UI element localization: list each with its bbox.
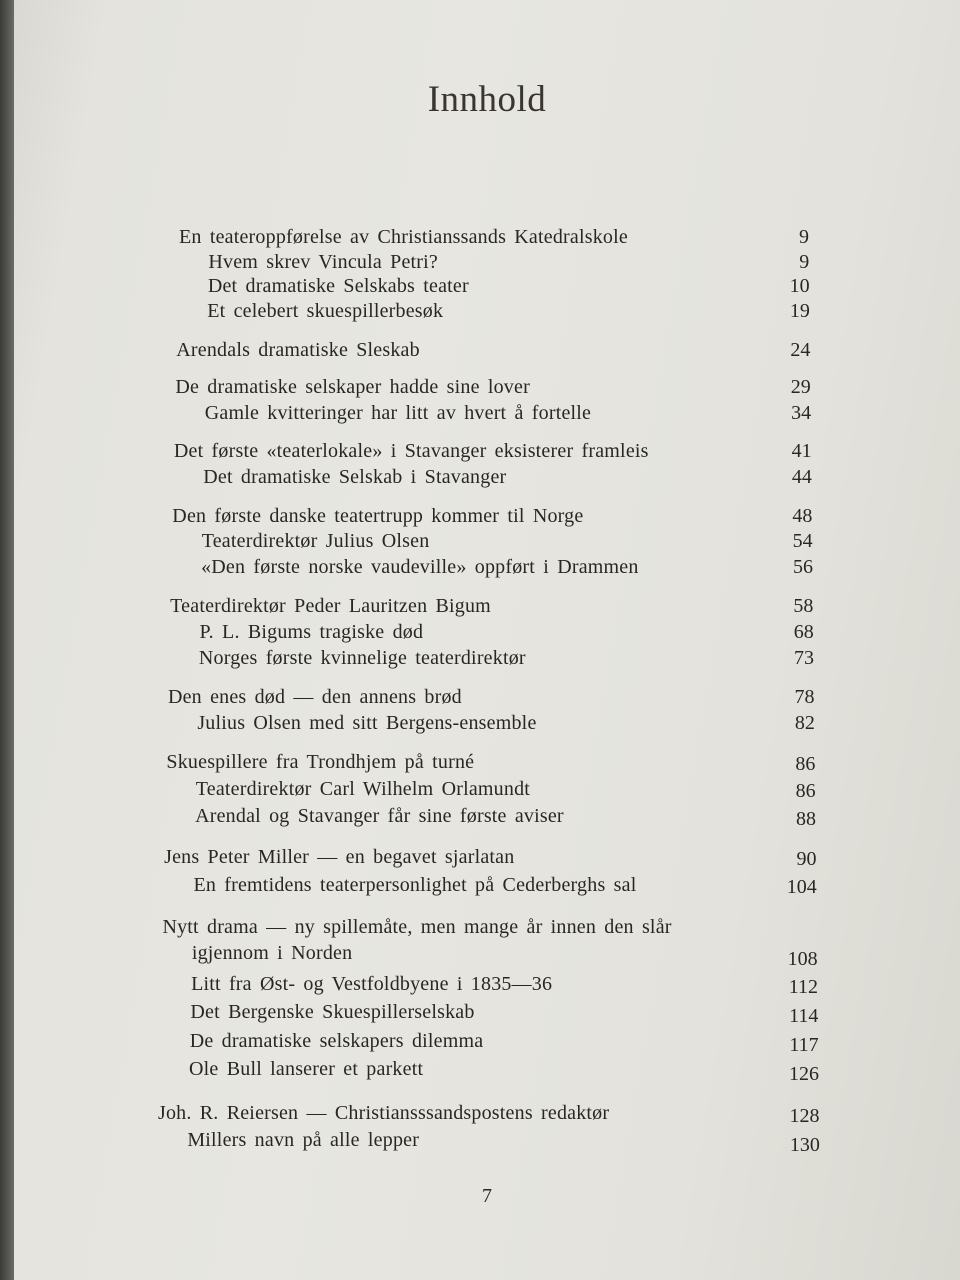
toc-entry-title: De dramatiske selskaper hadde sine lover bbox=[175, 376, 530, 398]
toc-entry-title: Det Bergenske Skuespillerselskab bbox=[190, 1001, 475, 1023]
toc-subentry bbox=[14, 647, 960, 671]
toc-subentry bbox=[14, 1129, 960, 1156]
toc-subentry bbox=[14, 251, 960, 275]
toc-page-number: 68 bbox=[793, 621, 814, 643]
toc-page-number: 78 bbox=[794, 686, 815, 708]
toc-entry-title: Den første danske teatertrupp kommer til Norge bbox=[172, 505, 584, 527]
toc-page-number: 86 bbox=[795, 753, 816, 775]
toc-entry-title: Et celebert skuespillerbesøk bbox=[207, 300, 444, 322]
toc-entry-title: Det første «teaterlokale» i Stavanger eksisterer framleis bbox=[173, 440, 649, 462]
toc-entry-title: Jens Peter Miller — en begavet sjarlatan bbox=[164, 846, 515, 868]
toc-subentry bbox=[14, 621, 960, 645]
page-number: 7 bbox=[482, 1185, 492, 1207]
toc-page-number: 9 bbox=[799, 251, 810, 273]
toc-page-number: 128 bbox=[789, 1105, 820, 1127]
toc-entry-title: Millers navn på alle lepper bbox=[187, 1129, 420, 1151]
toc-subentry bbox=[14, 973, 960, 997]
toc-page-number: 54 bbox=[792, 530, 813, 552]
page-title: Innhold bbox=[427, 79, 547, 120]
toc-entry-title: En teateroppførelse av Christianssands Katedralskole bbox=[179, 226, 628, 248]
toc-entry-title: Litt fra Øst- og Vestfoldbyene i 1835—36 bbox=[191, 973, 553, 995]
toc-page-number: 108 bbox=[787, 948, 818, 970]
toc-subentry bbox=[14, 556, 960, 580]
toc-subentry bbox=[14, 1001, 960, 1025]
toc-entry-title: Gamle kvitteringer har litt av hvert å fortelle bbox=[204, 402, 592, 424]
toc-entry-title: Det dramatiske Selskabs teater bbox=[207, 275, 469, 297]
book-gutter-shadow bbox=[0, 0, 14, 1280]
toc-subentry bbox=[14, 530, 960, 554]
toc-entry-title: De dramatiske selskapers dilemma bbox=[189, 1030, 484, 1052]
toc-entry bbox=[14, 339, 960, 363]
toc-entry bbox=[14, 751, 960, 775]
toc-page-number: 88 bbox=[795, 808, 816, 830]
toc-page-number: 82 bbox=[794, 712, 815, 734]
toc-subentry bbox=[14, 402, 960, 426]
toc-entry bbox=[14, 505, 960, 529]
toc-subentry bbox=[14, 466, 960, 490]
toc-page-number: 117 bbox=[789, 1034, 819, 1056]
toc-page-number: 130 bbox=[789, 1134, 820, 1156]
toc-entry bbox=[14, 1102, 960, 1126]
book-page bbox=[14, 0, 960, 1280]
toc-page-number: 73 bbox=[794, 647, 815, 669]
toc-subentry bbox=[14, 1058, 960, 1085]
toc-subentry bbox=[14, 275, 960, 299]
toc-page-number: 90 bbox=[796, 848, 817, 870]
toc-page-number: 9 bbox=[799, 226, 809, 248]
toc-entry-title: Teaterdirektør Julius Olsen bbox=[201, 530, 430, 552]
toc-subentry bbox=[14, 874, 960, 898]
toc-page-number: 126 bbox=[789, 1063, 820, 1085]
toc-entry-title: Nytt drama — ny spillemåte, men mange år innen den slår bbox=[162, 916, 672, 938]
toc-entry-title: Arendal og Stavanger får sine første aviser bbox=[195, 805, 564, 827]
toc-subentry bbox=[14, 300, 960, 324]
toc-entry bbox=[14, 686, 960, 710]
toc-entry-title: Ole Bull lanserer et parkett bbox=[189, 1058, 424, 1080]
toc-entry-title: Den enes død — den annens brød bbox=[167, 686, 462, 708]
toc-entry-title: Norges første kvinnelige teaterdirektør bbox=[198, 647, 526, 669]
toc-entry bbox=[14, 376, 960, 400]
toc-page-number: 48 bbox=[792, 505, 813, 527]
toc-entry-title: En fremtidens teaterpersonlighet på Cederberghs sal bbox=[193, 874, 637, 896]
toc-entry-title: Joh. R. Reiersen — Christiansssandspostens redaktør bbox=[157, 1102, 610, 1124]
toc-entry-title: «Den første norske vaudeville» oppført i Drammen bbox=[201, 556, 639, 578]
toc-page-number: 41 bbox=[791, 440, 812, 462]
toc-subentry bbox=[14, 1030, 960, 1054]
toc-subentry bbox=[14, 778, 960, 802]
toc-page-number: 86 bbox=[795, 780, 816, 802]
toc-entry-title: Teaterdirektør Carl Wilhelm Orlamundt bbox=[195, 778, 531, 800]
toc-page-number: 114 bbox=[789, 1005, 819, 1027]
toc-page-number: 29 bbox=[790, 376, 811, 398]
toc-page-number: 34 bbox=[791, 402, 812, 424]
toc-page-number: 112 bbox=[788, 976, 818, 998]
toc-subentry bbox=[14, 712, 960, 736]
toc-entry-title: P. L. Bigums tragiske død bbox=[199, 621, 424, 643]
toc-entry-title: Det dramatiske Selskab i Stavanger bbox=[203, 466, 507, 488]
toc-entry-title: Teaterdirektør Peder Lauritzen Bigum bbox=[170, 595, 491, 617]
toc-entry-title: Skuespillere fra Trondhjem på turné bbox=[166, 751, 475, 773]
toc-page-number: 24 bbox=[790, 339, 811, 361]
toc-page-number: 56 bbox=[792, 556, 813, 578]
toc-page-number: 19 bbox=[789, 300, 810, 322]
toc-subentry bbox=[14, 942, 960, 970]
toc-page-number: 44 bbox=[791, 466, 812, 488]
toc-page-number: 10 bbox=[789, 275, 810, 297]
toc-entry bbox=[14, 916, 960, 940]
toc-entry bbox=[14, 846, 960, 870]
toc-entry-title: igjennom i Norden bbox=[191, 942, 353, 964]
toc-entry-title: Hvem skrev Vincula Petri? bbox=[208, 251, 438, 273]
toc-entry bbox=[14, 440, 960, 464]
toc-entry bbox=[14, 595, 960, 619]
toc-page-number: 58 bbox=[793, 595, 814, 617]
toc-subentry bbox=[14, 805, 960, 829]
toc-entry-title: Julius Olsen med sitt Bergens-ensemble bbox=[197, 712, 537, 734]
toc-page-number: 104 bbox=[786, 876, 817, 898]
toc-entry-title: Arendals dramatiske Sleskab bbox=[176, 339, 420, 361]
table-of-contents bbox=[14, 0, 960, 1280]
toc-entry bbox=[14, 226, 960, 250]
